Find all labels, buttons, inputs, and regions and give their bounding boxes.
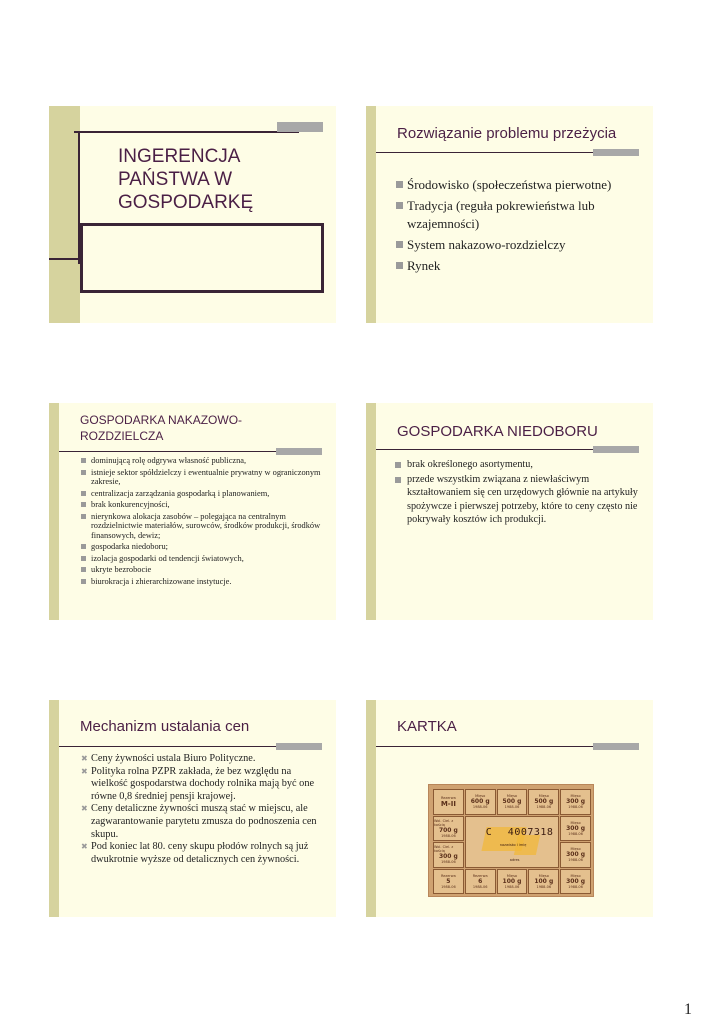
square-bullet-icon [395, 462, 401, 468]
cross-bullet-icon: ✖ [81, 754, 88, 763]
square-bullet-icon [81, 502, 86, 507]
list-item: nierynkowa alokacja zasobów – polegająca na centralnym rozdzielnictwie materiałów, surowców, środków produkcji, środków finansowych, dewiz; [81, 512, 326, 541]
coupon-cell: Mięso 600 g 1988-06 [465, 789, 496, 815]
list-item: ✖ Ceny żywności ustala Biuro Polityczne. [81, 753, 256, 764]
bullet-list [81, 456, 326, 588]
bullet-list [395, 458, 643, 528]
title-rule [376, 449, 629, 450]
list-item: brak konkurencyjności, [81, 500, 326, 510]
accent-bar [277, 122, 323, 132]
square-bullet-icon [395, 477, 401, 483]
decorative-stripe [366, 403, 376, 620]
square-bullet-icon [81, 470, 86, 475]
cross-bullet-icon: ✖ [81, 766, 88, 776]
bullet-list [81, 753, 326, 866]
card-series: C [485, 826, 492, 838]
slide-title: Rozwiązanie problemu przeżycia [397, 125, 617, 142]
square-bullet-icon [81, 544, 86, 549]
list-item: dominującą rolę odgrywa własność publiczna, [81, 456, 326, 466]
coupon-cell: Mięso 500 g 1988-06 [497, 789, 528, 815]
slide-kartka [366, 700, 653, 917]
coupon-cell: Mięso 300 g 1988-06 [560, 842, 591, 868]
decorative-stripe [366, 700, 376, 917]
coupon-cell: Wol. Ciel. z kością 700 g 1988-06 [433, 816, 464, 842]
card-serial-number: 4007318 [507, 826, 554, 838]
cross-bullet-icon: ✖ [81, 804, 88, 814]
coupon-cell: Rezerwa 5 1988-06 [433, 869, 464, 895]
square-bullet-icon [81, 579, 86, 584]
list-item: ukryte bezrobocie [81, 565, 326, 575]
coupon-cell: Mięso 100 g 1988-06 [497, 869, 528, 895]
subtitle-box [80, 223, 324, 293]
list-item: Środowisko (społeczeństwa pierwotne) [396, 176, 646, 194]
slide-title-ingerencja [49, 106, 336, 323]
list-item: ✖ Pod koniec lat 80. ceny skupu płodów rolnych są już dwukrotnie wyższe od detalicznych cen żywności. [81, 841, 309, 865]
coupon-cell: Wol. Ciel. z kością 300 g 1988-06 [433, 842, 464, 868]
title-rule [59, 746, 312, 747]
list-item: izolacja gospodarki od tendencji światowych, [81, 554, 326, 564]
accent-bar [276, 448, 322, 455]
coupon-cell: Mięso 100 g 1988-06 [528, 869, 559, 895]
list-item: Tradycja (reguła pokrewieństwa lub wzajemności) [396, 197, 646, 233]
slide-mechanizm-cen [49, 700, 336, 917]
list-item: centralizacja zarządzania gospodarką i planowaniem, [81, 489, 326, 499]
ration-card-grid [433, 789, 591, 894]
square-bullet-icon [81, 567, 86, 572]
decorative-stripe [366, 106, 376, 323]
square-bullet-icon [81, 458, 86, 463]
list-item: Rynek [396, 257, 646, 275]
square-bullet-icon [396, 181, 403, 188]
square-bullet-icon [81, 491, 86, 496]
slide-title: INGERENCJA PAŃSTWA W GOSPODARKĘ [118, 146, 254, 213]
list-item: istnieje sektor spółdzielczy i ewentualnie prywatny w ograniczonym zakresie, [81, 468, 326, 487]
coupon-cell: Mięso 500 g 1988-06 [528, 789, 559, 815]
decorative-stripe [49, 403, 59, 620]
list-item: System nakazowo-rozdzielczy [396, 236, 646, 254]
square-bullet-icon [396, 241, 403, 248]
title-rule [376, 152, 629, 153]
accent-bar [593, 446, 639, 453]
coupon-cell: Rezerwa M-II [433, 789, 464, 815]
accent-bar [276, 743, 322, 750]
slide-niedoboru [366, 403, 653, 620]
cross-bullet-icon: ✖ [81, 842, 88, 852]
slide-title: KARTKA [397, 718, 457, 735]
top-rule [74, 131, 299, 133]
square-bullet-icon [81, 556, 86, 561]
list-item: ✖ Polityka rolna PZPR zakłada, że bez względu na wielkość gospodarstwa dochody rolnika mają być one równe 0,8 średniej pensji krajowej. [81, 765, 315, 802]
list-item: brak określonego asortymentu, [395, 458, 643, 472]
slide-title: Mechanizm ustalania cen [80, 718, 250, 735]
card-name-label: nazwisko i imię [499, 842, 527, 847]
coupon-cell: Rezerwa 6 1988-06 [465, 869, 496, 895]
coupon-cell: Mięso 300 g 1988-06 [560, 816, 591, 842]
accent-bar [593, 743, 639, 750]
coupon-cell: Mięso 300 g 1988-06 [560, 789, 591, 815]
title-rule [376, 746, 629, 747]
bullet-list [396, 176, 646, 278]
card-serial-area [465, 816, 559, 868]
square-bullet-icon [396, 202, 403, 209]
list-item: ✖ Ceny detaliczne żywności muszą stać w miejscu, ale zagwarantowanie parytetu zmusza do podnoszenia cen skupu. [81, 803, 317, 840]
decorative-stripe [49, 700, 59, 917]
slide-title: GOSPODARKA NIEDOBORU [397, 423, 598, 440]
page-number: 1 [684, 1001, 692, 1018]
list-item: przede wszystkim związana z niewłaściwym kształtowaniem się cen urzędowych głównie na artykuły spożywcze i pierwszej potrzeby, które to ceny często nie pokrywały kosztów ich produkcji. [395, 473, 643, 527]
square-bullet-icon [81, 514, 86, 519]
card-address-label: adres [509, 857, 520, 862]
coupon-cell: Mięso 300 g 1988-06 [560, 869, 591, 895]
list-item: gospodarka niedoboru; [81, 542, 326, 552]
slide-title: GOSPODARKA NAKAZOWO-ROZDZIELCZA [80, 413, 243, 443]
decorative-band [49, 106, 80, 323]
ration-card-image [428, 784, 594, 897]
accent-bar [593, 149, 639, 156]
slide-nakazowo-rozdzielcza [49, 403, 336, 620]
slide-rozwiazanie [366, 106, 653, 323]
list-item: biurokracja i zhierarchizowane instytucje. [81, 577, 326, 587]
left-stub-rule [49, 258, 80, 260]
square-bullet-icon [396, 262, 403, 269]
title-rule [59, 451, 312, 452]
